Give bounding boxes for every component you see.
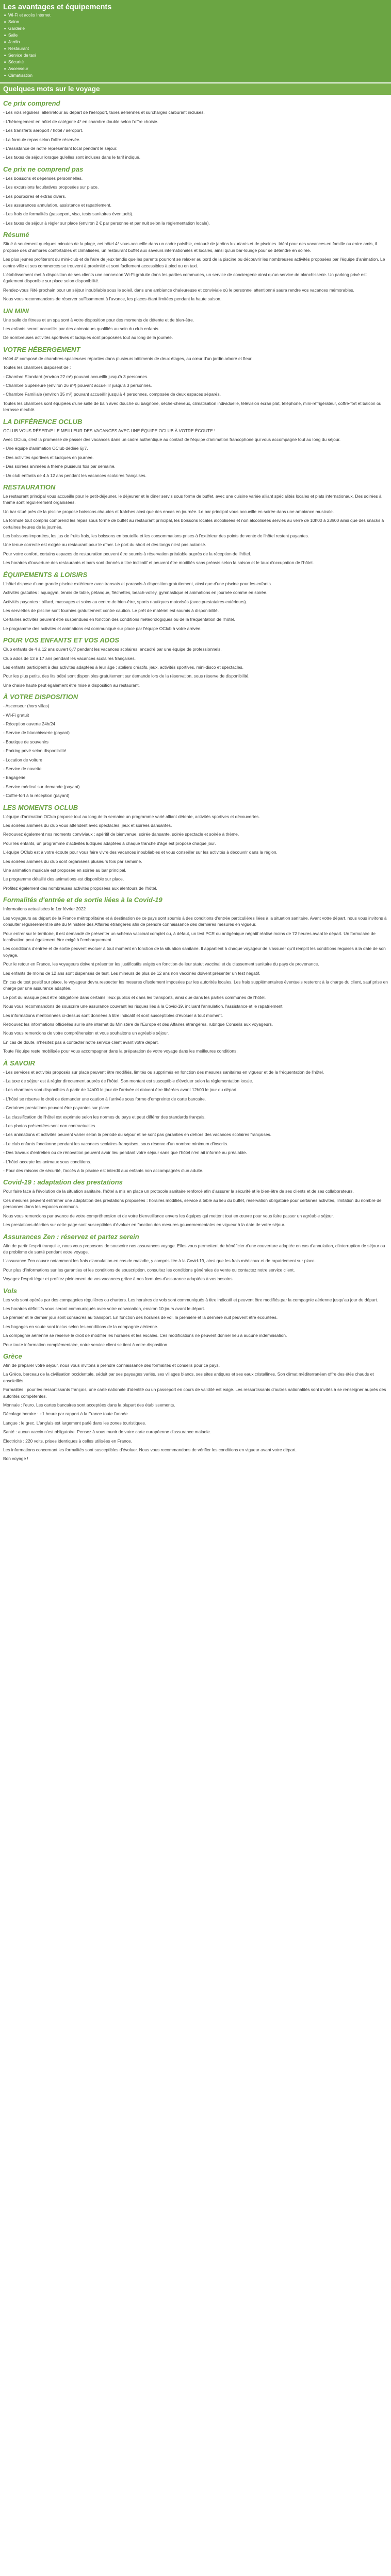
section-paragraph: - Des activités sportives et ludiques en journée. [3, 454, 94, 460]
section-paragraph: - Les transferts aéroport / hôtel / aéroport. [3, 128, 84, 133]
section-paragraph: Toutes les chambres sont équipées d'une salle de bain avec douche ou baignoire, sèche-cheveux, climatisation individuelle, télévision écran plat, téléphone, mini-réfrigérateur, coffre-fort et balcon ou terrasse meublé. [3, 400, 382, 413]
section-paragraph: Retrouvez les informations officielles sur le site internet du Ministère de l'Europe et des Affaires étrangères, rubrique Conseils aux voyageurs. [3, 1021, 273, 1027]
section-title: Grèce [3, 1352, 22, 1360]
equipment-item: ■ Garderie [3, 26, 391, 32]
section-paragraph: Rendez-vous l'été prochain pour un séjour inoubliable sous le soleil, dans une ambiance chaleureuse et conviviale où le personnel attentionné saura rendre vos vacances mémorables. [3, 287, 354, 293]
section-paragraph: - L'assistance de notre représentant local pendant le séjour. [3, 146, 118, 151]
section-paragraph: De nombreuses activités sportives et ludiques sont proposées tout au long de la journée. [3, 335, 173, 341]
section-paragraph: Les conditions d'entrée et de sortie peuvent évoluer à tout moment en fonction de la situation sanitaire. Il appartient à chaque voyageur de s'assurer qu'il remplit les conditions requises à la date de son voyage. [3, 946, 386, 958]
section-paragraph: Les enfants participent à des activités adaptées à leur âge : ateliers créatifs, jeux, activités sportives, mini-disco et spectacles. [3, 664, 243, 670]
section-paragraph: Les soirées animées du club vous attendent avec spectacles, jeux et soirées dansantes. [3, 823, 172, 828]
section-paragraph: Activités payantes : billard, massages et soins au centre de bien-être, sports nautiques motorisés (avec prestataires extérieurs). [3, 599, 247, 604]
section-paragraph: - Boutique de souvenirs [3, 739, 48, 744]
section-paragraph: Retrouvez également nos moments conviviaux : apéritif de bienvenue, soirée dansante, soirée spectacle et soirée à thème. [3, 832, 239, 837]
section-paragraph: Pour toute information complémentaire, notre service client se tient à votre disposition. [3, 1342, 169, 1347]
section-paragraph: - Les assurances annulation, assistance et rapatriement. [3, 202, 111, 208]
content-section [3, 1178, 388, 1228]
section-paragraph: Hôtel 4* composé de chambres spacieuses réparties dans plusieurs bâtiments de deux étages, au cœur d'un jardin arboré et fleuri. [3, 355, 254, 361]
section-paragraph: Nous vous remercions par avance de votre compréhension et de votre bienveillance envers les équipes qui mettent tout en œuvre pour vous faire passer un agréable séjour. [3, 1213, 334, 1218]
section-paragraph: Pour entrer sur le territoire, il est demandé de présenter un schéma vaccinal complet ou, à défaut, un test PCR ou antigénique négatif réalisé moins de 72 heures avant le départ. Un formulaire de localisation peut également être exigé à l'embarquement. [3, 930, 376, 942]
section-paragraph: Le premier et le dernier jour sont consacrés au transport. En fonction des horaires de vol, la première et la dernière nuit peuvent être écourtées. [3, 1315, 278, 1320]
section-paragraph: - Les services et activités proposés sur place peuvent être modifiés, limités ou supprimés en fonction des mesures sanitaires en vigueur et de la fréquentation de l'hôtel. [3, 1069, 324, 1075]
section-paragraph: - Chambre Supérieure (environ 26 m²) pouvant accueillir jusqu'à 3 personnes. [3, 382, 152, 388]
section-paragraph: En cas de doute, n'hésitez pas à contacter notre service client avant votre départ. [3, 1039, 159, 1045]
quick-words-bar: Quelques mots sur le voyage [0, 83, 391, 95]
equipment-item: ■ Service de taxi [3, 53, 391, 59]
section-paragraph: - Chambre Familiale (environ 35 m²) pouvant accueillir jusqu'à 4 personnes, composée de deux espaces séparés. [3, 392, 221, 397]
section-title: Formalités d'entrée et de sortie liées à la Covid-19 [3, 896, 162, 904]
banner-title: Les avantages et équipements [3, 3, 112, 11]
section-title: Vols [3, 1286, 17, 1295]
section-paragraph: - Les pourboires et extras divers. [3, 193, 66, 199]
section-paragraph: - Le club enfants fonctionne pendant les vacances scolaires françaises, sous réserve d'un nombre minimum d'inscrits. [3, 1141, 229, 1146]
section-paragraph: Les prestations décrites sur cette page sont susceptibles d'évoluer en fonction des mesures gouvernementales en vigueur à la date de votre séjour. [3, 1222, 285, 1228]
section-paragraph: - La classification de l'hôtel est exprimée selon les normes du pays et peut différer des standards français. [3, 1114, 206, 1120]
section-paragraph: Le programme détaillé des animations est disponible sur place. [3, 876, 124, 882]
section-paragraph: - Certaines prestations peuvent être payantes sur place. [3, 1105, 111, 1111]
section-paragraph: Pour faire face à l'évolution de la situation sanitaire, l'hôtel a mis en place un protocole sanitaire renforcé afin d'assurer la sécurité et le bien-être de ses clients et de ses collaborateurs. [3, 1189, 354, 1194]
section-paragraph: La Grèce, berceau de la civilisation occidentale, séduit par ses paysages variés, ses villages blancs, ses sites antiques et ses eaux cristallines. Son climat méditerranéen offre des étés chauds et ensoleillés. [3, 1371, 374, 1383]
section-title: Assurances Zen : réservez et partez serein [3, 1232, 139, 1241]
section-paragraph: - La taxe de séjour est à régler directement auprès de l'hôtel. Son montant est susceptible d'évoluer selon la réglementation locale. [3, 1078, 253, 1083]
section-paragraph: Les informations concernant les formalités sont susceptibles d'évoluer. Nous vous recommandons de vérifier les conditions en vigueur avant votre départ. [3, 1447, 297, 1453]
content-section [3, 99, 388, 160]
section-paragraph: Une chaise haute peut également être mise à disposition au restaurant. [3, 682, 140, 688]
section-paragraph: Toute l'équipe reste mobilisée pour vous accompagner dans la préparation de votre voyage dans les meilleures conditions. [3, 1048, 238, 1054]
section-paragraph: Pour plus d'informations sur les garanties et les conditions de souscription, consultez les conditions générales de vente ou contactez notre service client. [3, 1267, 295, 1273]
section-paragraph: Les horaires définitifs vous seront communiqués avec votre convocation, environ 10 jours avant le départ. [3, 1306, 205, 1311]
section-paragraph: - Chambre Standard (environ 22 m²) pouvant accueillir jusqu'à 3 personnes. [3, 374, 149, 379]
equipment-item: ■ Salon [3, 19, 391, 26]
section-paragraph: Une tenue correcte est exigée au restaurant pour le dîner. Le port du short et des tongs n'est pas autorisé. [3, 542, 206, 548]
section-paragraph: Ces mesures peuvent entraîner une adaptation des prestations proposées : horaires modifiés, service à table au lieu du buffet, réservation obligatoire pour certaines activités, limitation du nombre de personnes dans les espaces communs. [3, 1197, 382, 1210]
section-paragraph: Langue : le grec. L'anglais est largement parlé dans les zones touristiques. [3, 1420, 146, 1426]
section-paragraph: - Des travaux d'entretien ou de rénovation peuvent avoir lieu pendant votre séjour sans que l'hôtel n'en ait informé au préalable. [3, 1150, 247, 1156]
section-paragraph: Nous vous recommandons de souscrire une assurance couvrant les risques liés à la Covid-19, incluant l'annulation, l'assistance et le rapatriement. [3, 1004, 284, 1009]
section-paragraph: - Les photos présentées sont non contractuelles. [3, 1123, 96, 1129]
section-title: Résumé [3, 231, 29, 239]
equipment-item: ■ Ascenseur [3, 66, 391, 73]
section-paragraph: - L'hébergement en hôtel de catégorie 4* en chambre double selon l'offre choisie. [3, 118, 159, 124]
section-paragraph: Les bagages en soute sont inclus selon les conditions de la compagnie aérienne. [3, 1324, 158, 1329]
section-title: Covid-19 : adaptation des prestations [3, 1178, 123, 1187]
section-paragraph: Électricité : 220 volts, prises identiques à celles utilisées en France. [3, 1438, 132, 1444]
content-section [3, 693, 388, 799]
section-paragraph: Informations actualisées le 1er février 2022 [3, 906, 86, 912]
section-title: UN MINI [3, 307, 29, 315]
section-paragraph: Voyagez l'esprit léger et profitez pleinement de vos vacances grâce à nos formules d'assurance adaptées à vos besoins. [3, 1276, 234, 1282]
section-paragraph: - Les chambres sont disponibles à partir de 14h00 le jour de l'arrivée et doivent être libérées avant 12h00 le jour du départ. [3, 1087, 238, 1093]
equipment-item: ■ Salle [3, 32, 391, 39]
section-paragraph: Les horaires d'ouverture des restaurants et bars sont donnés à titre indicatif et peuvent être modifiés sans préavis selon la saison et le taux d'occupation de l'hôtel. [3, 560, 314, 566]
section-paragraph: Les voyageurs au départ de la France métropolitaine et à destination de ce pays sont soumis à des conditions d'entrée particulières liées à la situation sanitaire. Avant votre départ, nous vous invitons à consulter régulièrement le site du Ministère des Affaires étrangères afin de prendre connaissance des dernières mesures en vigueur. [3, 915, 387, 927]
section-paragraph: - Location de voiture [3, 757, 42, 762]
content-section [3, 1233, 388, 1282]
content-section [3, 483, 388, 566]
section-paragraph: - Un club enfants de 4 à 12 ans pendant les vacances scolaires françaises. [3, 472, 146, 478]
section-paragraph: - Service médical sur demande (payant) [3, 784, 80, 789]
section-paragraph: Décalage horaire : +1 heure par rapport à la France toute l'année. [3, 1411, 129, 1417]
section-paragraph: - Les frais de formalités (passeport, visa, tests sanitaires éventuels). [3, 211, 134, 217]
equipment-item: ■ Restaurant [3, 46, 391, 53]
section-paragraph: La formule tout compris comprend les repas sous forme de buffet au restaurant principal, les boissons locales alcoolisées et non alcoolisées servies au verre de 10h00 à 23h00 ainsi que des snacks à certaines heures de la journée. [3, 518, 384, 530]
section-paragraph: - Réception ouverte 24h/24 [3, 721, 56, 726]
equipment-item: ■ Sécurité [3, 59, 391, 66]
section-title: LES MOMENTS OCLUB [3, 803, 78, 811]
section-paragraph: Le port du masque peut être obligatoire dans certains lieux publics et dans les transports, ainsi que dans les parties communes de l'hôtel. [3, 994, 266, 1000]
content-section [3, 418, 388, 479]
section-paragraph: Les soirées animées du club sont organisées plusieurs fois par semaine. [3, 858, 142, 864]
content-section [3, 1352, 388, 1462]
content-section [3, 571, 388, 632]
section-paragraph: Les plus jeunes profiteront du mini-club et de l'aire de jeux tandis que les parents pourront se relaxer au bord de la piscine ou découvrir les nombreuses activités proposées par l'équipe d'animation. Le centre-ville et ses commerces se trouvent à proximité et sont facilement accessibles à pied ou en taxi. [3, 257, 385, 268]
section-paragraph: Les enfants seront accueillis par des animateurs qualifiés au sein du club enfants. [3, 326, 160, 331]
equipment-banner [0, 0, 391, 82]
section-paragraph: En cas de test positif sur place, le voyageur devra respecter les mesures d'isolement imposées par les autorités locales. Les frais supplémentaires éventuels resteront à la charge du client, sauf prise en charge par une assurance adaptée. [3, 979, 388, 991]
section-paragraph: Toutes les chambres disposent de : [3, 365, 71, 370]
content-section [3, 804, 388, 892]
section-paragraph: - Wi-Fi gratuit [3, 712, 29, 718]
section-paragraph: Les vols sont opérés par des compagnies régulières ou charters. Les horaires de vols sont communiqués à titre indicatif et peuvent être modifiés par la compagnie aérienne jusqu'au jour du départ. [3, 1297, 378, 1302]
content-section [3, 231, 388, 302]
section-paragraph: - Pour des raisons de sécurité, l'accès à la piscine est interdit aux enfants non accompagnés d'un adulte. [3, 1168, 204, 1174]
section-paragraph: L'hôtel dispose d'une grande piscine extérieure avec transats et parasols à disposition gratuitement, ainsi que d'une piscine pour les enfants. [3, 581, 272, 586]
section-paragraph: Le restaurant principal vous accueille pour le petit-déjeuner, le déjeuner et le dîner servis sous forme de buffet, avec une cuisine variée alliant spécialités locales et plats internationaux. Des soirées à thème sont régulièrement organisées. [3, 494, 382, 505]
equipment-item: ■ Climatisation [3, 73, 391, 79]
section-paragraph: - Bagagerie [3, 775, 26, 781]
section-paragraph: - Les animations et activités peuvent varier selon la période du séjour et ne sont pas garanties en dehors des vacances scolaires françaises. [3, 1132, 272, 1138]
section-paragraph: Pour les enfants, un programme d'activités ludiques adaptées à chaque tranche d'âge est proposé chaque jour. [3, 840, 216, 846]
section-paragraph: - Les excursions facultatives proposées sur place. [3, 184, 99, 190]
section-title: Ce prix ne comprend pas [3, 165, 84, 173]
content-section [3, 1059, 388, 1174]
content-section [3, 896, 388, 1054]
content-section [3, 636, 388, 688]
section-paragraph: - Des soirées animées à thème plusieurs fois par semaine. [3, 464, 116, 469]
section-paragraph: - La formule repas selon l'offre réservée. [3, 137, 80, 142]
section-paragraph: Club ados de 13 à 17 ans pendant les vacances scolaires françaises. [3, 655, 136, 661]
section-paragraph: - Service de navette [3, 766, 42, 771]
section-title: À VOTRE DISPOSITION [3, 693, 78, 701]
section-paragraph: - Une équipe d'animation OClub dédiée 6j/7. [3, 446, 88, 451]
section-paragraph: - Service de blanchisserie (payant) [3, 730, 70, 736]
equipment-item: ■ Wi-Fi et accès Internet [3, 12, 391, 19]
content-section [3, 307, 388, 341]
section-paragraph: L'équipe OClub est à votre écoute pour vous faire vivre des vacances inoubliables et vous conseiller sur les activités à découvrir dans la région. [3, 850, 278, 855]
trip-description [0, 99, 391, 1462]
section-paragraph: Une salle de fitness et un spa sont à votre disposition pour des moments de détente et de bien-être. [3, 317, 194, 323]
section-paragraph: Certaines activités peuvent être suspendues en fonction des conditions météorologiques ou de la fréquentation de l'hôtel. [3, 617, 235, 622]
section-paragraph: - Les boissons et dépenses personnelles. [3, 175, 83, 181]
section-title: Ce prix comprend [3, 99, 60, 108]
content-section [3, 165, 388, 226]
content-section [3, 346, 388, 413]
section-title: ÉQUIPEMENTS & LOISIRS [3, 570, 88, 579]
section-paragraph: - Coffre-fort à la réception (payant) [3, 793, 70, 799]
section-paragraph: Pour votre confort, certains espaces de restauration peuvent être soumis à réservation préalable auprès de la réception de l'hôtel. [3, 551, 251, 556]
section-paragraph: Situé à seulement quelques minutes de la plage, cet hôtel 4* vous accueille dans un cadre paisible, entouré de jardins luxuriants et de piscines. Idéal pour des vacances en famille ou entre amis, il propose des chambres confortables et climatisées, un restaurant buffet aux saveurs internationales et locales, ainsi qu'un bar-lounge pour se détendre en soirée. [3, 241, 377, 253]
section-title: POUR VOS ENFANTS ET VOS ADOS [3, 636, 119, 645]
section-paragraph: Monnaie : l'euro. Les cartes bancaires sont acceptées dans la plupart des établissements. [3, 1402, 175, 1408]
section-paragraph: - Parking privé selon disponibilité [3, 748, 67, 754]
section-paragraph: Club enfants de 4 à 12 ans ouvert 6j/7 pendant les vacances scolaires, encadré par une équipe de professionnels. [3, 647, 222, 652]
section-paragraph: Pour les plus petits, des lits bébé sont disponibles gratuitement sur demande lors de la réservation, sous réserve de disponibilité. [3, 673, 250, 679]
section-paragraph: - Ascenseur (hors villas) [3, 703, 50, 709]
section-paragraph: Les serviettes de piscine sont fournies gratuitement contre caution. Le prêt de matériel est soumis à disponibilité. [3, 607, 219, 613]
section-paragraph: OCLUB VOUS RÉSERVE LE MEILLEUR DES VACANCES AVEC UNE ÉQUIPE OCLUB À VOTRE ÉCOUTE ! [3, 428, 216, 433]
section-paragraph: La compagnie aérienne se réserve le droit de modifier les horaires et les escales. Ces modifications ne peuvent donner lieu à aucune indemnisation. [3, 1333, 287, 1338]
section-paragraph: Activités gratuites : aquagym, tennis de table, pétanque, fléchettes, beach-volley, gymnastique et animations en journée comme en soirée. [3, 590, 268, 596]
section-paragraph: L'équipe d'animation OClub propose tout au long de la semaine un programme varié alliant détente, activités sportives et découvertes. [3, 814, 260, 819]
section-title: RESTAURATION [3, 483, 56, 492]
section-paragraph: Pour le retour en France, les voyageurs doivent présenter les justificatifs exigés en fonction de leur statut vaccinal et du classement sanitaire du pays de provenance. [3, 961, 319, 967]
section-paragraph: L'établissement met à disposition de ses clients une connexion Wi-Fi gratuite dans les parties communes, un service de conciergerie ainsi qu'un service de blanchisserie. Un parking privé est également disponible sur place selon disponibilité. [3, 272, 367, 284]
section-paragraph: Un bar situé près de la piscine propose boissons chaudes et fraîches ainsi que des encas en journée. Le bar principal vous accueille en soirée dans une ambiance musicale. [3, 509, 334, 514]
equipment-list [3, 12, 391, 79]
section-paragraph: Profitez également des nombreuses activités proposées aux alentours de l'hôtel. [3, 885, 157, 891]
section-paragraph: Bon voyage ! [3, 1456, 28, 1462]
section-paragraph: - Les taxes de séjour à régler sur place (environ 2 € par personne et par nuit selon la réglementation locale). [3, 220, 210, 226]
section-paragraph: - Les vols réguliers, aller/retour au départ de l'aéroport, taxes aériennes et surcharges carburant incluses. [3, 110, 205, 115]
section-paragraph: Nous vous recommandons de réserver suffisamment à l'avance, les places étant limitées pendant la haute saison. [3, 296, 222, 302]
section-paragraph: Le programme des activités et animations est communiqué sur place par l'équipe OClub à votre arrivée. [3, 625, 202, 631]
section-paragraph: Les boissons importées, les jus de fruits frais, les boissons en bouteille et les consommations prises à l'extérieur des points de vente de l'hôtel restent payantes. [3, 533, 309, 539]
section-paragraph: Afin de partir l'esprit tranquille, nous vous proposons de souscrire nos assurances voyage. Elles vous permettent de bénéficier d'une couverture adaptée en cas d'annulation, d'interruption de séjour ou de problème de santé pendant votre voyage. [3, 1243, 385, 1255]
section-title: À SAVOIR [3, 1059, 35, 1067]
section-paragraph: Nous vous remercions de votre compréhension et vous souhaitons un agréable séjour. [3, 1030, 169, 1036]
content-section [3, 1287, 388, 1348]
section-paragraph: Santé : aucun vaccin n'est obligatoire. Pensez à vous munir de votre carte européenne d'assurance maladie. [3, 1429, 211, 1435]
section-paragraph: L'assurance Zen couvre notamment les frais d'annulation en cas de maladie, y compris liée à la Covid-19, ainsi que les frais médicaux et de rapatriement sur place. [3, 1258, 316, 1264]
section-paragraph: Afin de préparer votre séjour, nous vous invitons à prendre connaissance des formalités et conseils pour ce pays. [3, 1362, 220, 1368]
section-paragraph: - L'hôtel se réserve le droit de demander une caution à l'arrivée sous forme d'empreinte de carte bancaire. [3, 1096, 206, 1101]
section-paragraph: Formalités : pour les ressortissants français, une carte nationale d'identité ou un passeport en cours de validité est exigé. Les ressortissants d'autres nationalités sont invités à se renseigner auprès des autorités compétentes. [3, 1387, 386, 1399]
equipment-item: ■ Jardin [3, 39, 391, 46]
section-paragraph: Les enfants de moins de 12 ans sont dispensés de test. Les mineurs de plus de 12 ans non vaccinés doivent présenter un test négatif. [3, 970, 260, 976]
section-paragraph: Une animation musicale est proposée en soirée au bar principal. [3, 868, 126, 873]
section-paragraph: - L'hôtel accepte les animaux sous conditions. [3, 1159, 91, 1164]
section-paragraph: Avec OClub, c'est la promesse de passer des vacances dans un cadre authentique au contact de l'équipe d'animation francophone qui vous accompagne tout au long du séjour. [3, 437, 341, 442]
section-paragraph: Les informations mentionnées ci-dessus sont données à titre indicatif et sont susceptibles d'évoluer à tout moment. [3, 1012, 223, 1018]
section-title: LA DIFFÉRENCE OCLUB [3, 417, 83, 426]
section-title: VOTRE HÉBERGEMENT [3, 345, 80, 353]
section-paragraph: - Les taxes de séjour lorsque qu'elles sont incluses dans le tarif indiqué. [3, 155, 141, 160]
